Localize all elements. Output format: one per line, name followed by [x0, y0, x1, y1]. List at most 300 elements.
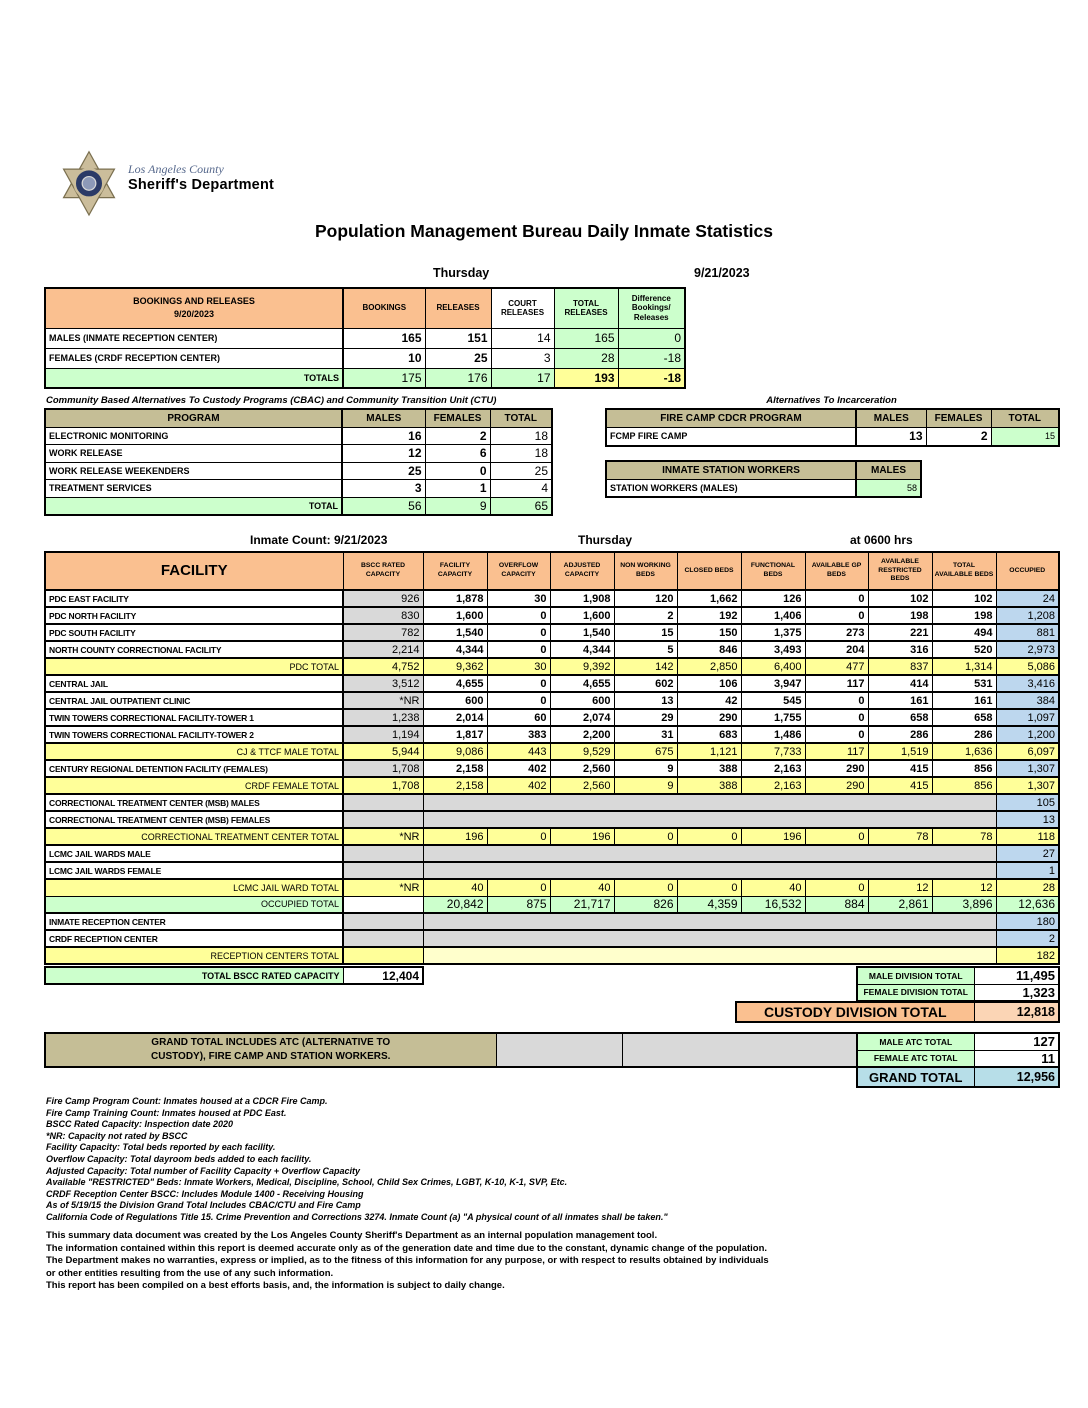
- bed-value: 2,158: [423, 760, 487, 777]
- facility-label: CRDF RECEPTION CENTER: [45, 930, 343, 947]
- facility-row: [45, 658, 1059, 675]
- footnotes: [46, 1096, 668, 1224]
- col-females: FEMALES: [425, 409, 490, 427]
- inmate-count-day: Thursday: [578, 533, 633, 547]
- grand-total-spacer-1: [496, 1033, 622, 1067]
- bookings-total-value: 193: [554, 368, 618, 388]
- subtotal-label: CORRECTIONAL TREATMENT CENTER TOTAL: [45, 828, 343, 845]
- bed-value: 221: [868, 624, 932, 641]
- bed-value: 6,400: [741, 658, 805, 675]
- bed-value: 1,486: [741, 726, 805, 743]
- occupied-value: 24: [996, 590, 1059, 607]
- cbac-totals-label: TOTAL: [45, 497, 342, 515]
- occupied-value: 13: [996, 811, 1059, 828]
- bed-value: 2,560: [550, 760, 614, 777]
- bed-value: 1,636: [932, 743, 996, 760]
- grand-total-note-line2: CUSTODY), FIRE CAMP AND STATION WORKERS.: [151, 1051, 391, 1062]
- bed-value: 1,375: [741, 624, 805, 641]
- bed-value: 40: [741, 879, 805, 896]
- cbac-program-label: ELECTRONIC MONITORING: [45, 427, 342, 445]
- cbac-males-value: 12: [342, 445, 425, 463]
- col-males: MALES: [856, 461, 921, 479]
- bed-value: 414: [868, 675, 932, 692]
- bed-value: 477: [805, 658, 868, 675]
- bscc-empty: [343, 845, 423, 862]
- bed-value: 0: [614, 879, 677, 896]
- bookings-row-label: MALES (INMATE RECEPTION CENTER): [45, 328, 343, 348]
- occupied-value: 180: [996, 913, 1059, 930]
- bed-value: 0: [487, 624, 550, 641]
- bed-value: 1,406: [741, 607, 805, 624]
- bed-value: 1,600: [423, 607, 487, 624]
- grand-total-note-line1: GRAND TOTAL INCLUDES ATC (ALTERNATIVE TO: [151, 1037, 391, 1048]
- facility-label: PDC NORTH FACILITY: [45, 607, 343, 624]
- bookings-value: 165: [554, 328, 618, 348]
- bed-value: 9,529: [550, 743, 614, 760]
- facility-row: [45, 811, 1059, 828]
- occupied-value: 1,200: [996, 726, 1059, 743]
- bed-value: 1,908: [550, 590, 614, 607]
- bed-value: 1,755: [741, 709, 805, 726]
- bookings-row-label: FEMALES (CRDF RECEPTION CENTER): [45, 348, 343, 368]
- bscc-total-label: TOTAL BSCC RATED CAPACITY: [45, 967, 343, 984]
- custody-division-total-label: CUSTODY DIVISION TOTAL: [736, 1002, 974, 1022]
- col-facility: FACILITY: [45, 552, 343, 590]
- bookings-releases-table: [44, 287, 686, 389]
- bookings-total-value: 176: [425, 368, 491, 388]
- logo-text: [128, 162, 274, 193]
- custody-division-total-value: 12,818: [974, 1002, 1059, 1022]
- bed-value: 9,392: [550, 658, 614, 675]
- bed-value: 117: [805, 743, 868, 760]
- facility-label: CENTRAL JAIL OUTPATIENT CLINIC: [45, 692, 343, 709]
- bookings-value: 10: [343, 348, 425, 368]
- col-overflow-capacity: OVERFLOW CAPACITY: [487, 552, 550, 590]
- bed-value: 286: [868, 726, 932, 743]
- occupied-value: 384: [996, 692, 1059, 709]
- cbac-header-row: [45, 409, 552, 427]
- bscc-total-row: [44, 966, 424, 985]
- facility-row: [45, 709, 1059, 726]
- bed-value: 29: [614, 709, 677, 726]
- footnote-line: BSCC Rated Capacity: Inspection date 2020: [46, 1119, 234, 1130]
- col-non-working-beds: NON WORKING BEDS: [614, 552, 677, 590]
- bed-value: 0: [487, 641, 550, 658]
- footnote-line: Fire Camp Program Count: Inmates housed at a CDCR Fire Camp.: [46, 1096, 328, 1106]
- grand-total-spacer-2: [622, 1033, 857, 1067]
- station-workers-header-row: [606, 461, 921, 479]
- facility-row: [45, 777, 1059, 794]
- col-inmate-station-workers: INMATE STATION WORKERS: [606, 461, 856, 479]
- bed-value: 0: [805, 828, 868, 845]
- bed-value: 9: [614, 760, 677, 777]
- fire-camp-females-value: 2: [926, 427, 991, 446]
- bscc-empty: [343, 947, 423, 964]
- bed-value: 204: [805, 641, 868, 658]
- bed-value: 0: [677, 879, 741, 896]
- col-available-gp-beds: AVAILABLE GP BEDS: [805, 552, 868, 590]
- bed-value: 4,344: [550, 641, 614, 658]
- agency-county: Los Angeles County: [128, 162, 224, 176]
- occupied-value: 1,208: [996, 607, 1059, 624]
- disclaimer: [46, 1230, 769, 1293]
- footnote-line: *NR: Capacity not rated by BSCC: [46, 1130, 188, 1141]
- bscc-value: 1,194: [343, 726, 423, 743]
- grand-total-value: 12,956: [974, 1067, 1059, 1087]
- occupied-value: 1,307: [996, 760, 1059, 777]
- station-workers-row: [606, 479, 921, 497]
- bookings-value: 28: [554, 348, 618, 368]
- cbac-program-label: WORK RELEASE: [45, 445, 342, 463]
- facility-row: [45, 624, 1059, 641]
- facility-label: CENTURY REGIONAL DETENTION FACILITY (FEMALES): [45, 760, 343, 777]
- facility-label: LCMC JAIL WARDS MALE: [45, 845, 343, 862]
- bed-value: 196: [550, 828, 614, 845]
- disclaimer-line: The information contained within this report is deemed accurate only as of the generation date and time due to the constant, dynamic change of the population.: [46, 1242, 768, 1254]
- cbac-totals-value: 65: [490, 497, 552, 515]
- occupied-total-label: OCCUPIED TOTAL: [45, 896, 343, 913]
- col-bscc-rated-capacity: BSCC RATED CAPACITY: [343, 552, 423, 590]
- footnote-line: Overflow Capacity: Total dayroom beds added to each facility.: [46, 1153, 312, 1164]
- bookings-value: 165: [343, 328, 425, 348]
- merged-empty: [423, 811, 996, 828]
- bed-value: 9,362: [423, 658, 487, 675]
- cbac-males-value: 25: [342, 462, 425, 480]
- bed-value: 126: [741, 590, 805, 607]
- bed-value: 161: [932, 692, 996, 709]
- bed-value: 1,540: [423, 624, 487, 641]
- col-difference: Difference Bookings/ Releases: [618, 288, 685, 328]
- bookings-value: 151: [425, 328, 491, 348]
- occupied-value: 3,416: [996, 675, 1059, 692]
- bed-value: 78: [932, 828, 996, 845]
- bed-value: 0: [677, 828, 741, 845]
- bed-value: 658: [932, 709, 996, 726]
- bed-value: 60: [487, 709, 550, 726]
- subtotal-label: CJ & TTCF MALE TOTAL: [45, 743, 343, 760]
- sheriff-logo: [58, 150, 274, 218]
- facility-table: [44, 551, 1060, 965]
- bed-value: 0: [614, 828, 677, 845]
- cbac-title: Community Based Alternatives To Custody Programs (CBAC) and Community Transition Unit (CTU): [46, 395, 497, 406]
- merged-empty: [423, 845, 996, 862]
- fire-camp-total-value: 15: [991, 427, 1059, 446]
- bed-value: 884: [805, 896, 868, 913]
- subtotal-label: CRDF FEMALE TOTAL: [45, 777, 343, 794]
- bscc-value: [343, 896, 423, 913]
- bed-value: 1,878: [423, 590, 487, 607]
- occupied-value: 5,086: [996, 658, 1059, 675]
- fire-camp-header-row: [606, 409, 1059, 427]
- bed-value: 2,163: [741, 760, 805, 777]
- bscc-total-value: 12,404: [343, 967, 423, 984]
- merged-empty: [423, 930, 996, 947]
- facility-row: [45, 692, 1059, 709]
- col-males: MALES: [342, 409, 425, 427]
- bscc-value: 782: [343, 624, 423, 641]
- bed-value: 9: [614, 777, 677, 794]
- male-division-total-label: MALE DIVISION TOTAL: [857, 967, 974, 984]
- cbac-program-label: WORK RELEASE WEEKENDERS: [45, 462, 342, 480]
- bed-value: 316: [868, 641, 932, 658]
- bed-value: 5: [614, 641, 677, 658]
- col-females: FEMALES: [926, 409, 991, 427]
- bed-value: 150: [677, 624, 741, 641]
- bed-value: 16,532: [741, 896, 805, 913]
- bed-value: 4,655: [423, 675, 487, 692]
- bed-value: 13: [614, 692, 677, 709]
- subtotal-label: RECEPTION CENTERS TOTAL: [45, 947, 343, 964]
- col-facility-capacity: FACILITY CAPACITY: [423, 552, 487, 590]
- bscc-value: 5,944: [343, 743, 423, 760]
- bed-value: 1,314: [932, 658, 996, 675]
- bscc-value: 1,238: [343, 709, 423, 726]
- bed-value: 286: [932, 726, 996, 743]
- cbac-row: [45, 462, 552, 480]
- cbac-males-value: 3: [342, 480, 425, 498]
- bed-value: 42: [677, 692, 741, 709]
- facility-row: [45, 930, 1059, 947]
- bookings-header-row: [45, 288, 685, 328]
- merged-empty: [423, 862, 996, 879]
- col-court-releases: COURT RELEASES: [491, 288, 554, 328]
- bed-value: 9,086: [423, 743, 487, 760]
- disclaimer-line: The Department makes no warranties, express or implied, as to the fitness of this information for any purpose, or with respect to results obtained by individuals: [46, 1255, 769, 1266]
- footnote-line: California Code of Regulations Title 15. Crime Prevention and Corrections 3274. Inmate Count (a) "A physical count of all inmates shall be taken.": [46, 1211, 668, 1222]
- bed-value: 1,519: [868, 743, 932, 760]
- disclaimer-line: or other entities resulting from the use of any such information.: [46, 1267, 334, 1279]
- bed-value: 102: [868, 590, 932, 607]
- bookings-value: 14: [491, 328, 554, 348]
- facility-label: TWIN TOWERS CORRECTIONAL FACILITY-TOWER 1: [45, 709, 343, 726]
- fire-camp-table: [605, 408, 1060, 447]
- facility-label: PDC SOUTH FACILITY: [45, 624, 343, 641]
- occupied-value: 2,973: [996, 641, 1059, 658]
- report-day: Thursday: [433, 266, 490, 280]
- cbac-females-value: 2: [425, 427, 490, 445]
- bed-value: 31: [614, 726, 677, 743]
- cbac-females-value: 1: [425, 480, 490, 498]
- female-division-total-value: 1,323: [974, 984, 1059, 1001]
- bed-value: 0: [805, 607, 868, 624]
- bed-value: 2,200: [550, 726, 614, 743]
- facility-row: [45, 862, 1059, 879]
- fire-camp-males-value: 13: [856, 427, 926, 446]
- bookings-totals-row: [45, 368, 685, 388]
- bed-value: 273: [805, 624, 868, 641]
- grand-total-note-block: [44, 1032, 858, 1068]
- facility-row: [45, 828, 1059, 845]
- occupied-value: 118: [996, 828, 1059, 845]
- bscc-value: 1,708: [343, 777, 423, 794]
- subtotal-label: PDC TOTAL: [45, 658, 343, 675]
- bed-value: 875: [487, 896, 550, 913]
- col-functional-beds: FUNCTIONAL BEDS: [741, 552, 805, 590]
- facility-label: INMATE RECEPTION CENTER: [45, 913, 343, 930]
- footnote-line: Fire Camp Training Count: Inmates housed at PDC East.: [46, 1107, 287, 1118]
- bookings-total-value: -18: [618, 368, 685, 388]
- bed-value: 0: [487, 692, 550, 709]
- cbac-total-value: 25: [490, 462, 552, 480]
- report-date: 9/21/2023: [694, 266, 750, 280]
- col-program: PROGRAM: [45, 409, 342, 427]
- atc-totals: [856, 1032, 1060, 1068]
- cbac-totals-value: 56: [342, 497, 425, 515]
- bed-value: 3,947: [741, 675, 805, 692]
- col-closed-beds: CLOSED BEDS: [677, 552, 741, 590]
- female-atc-total-label: FEMALE ATC TOTAL: [857, 1050, 974, 1067]
- bed-value: 600: [423, 692, 487, 709]
- bed-value: 15: [614, 624, 677, 641]
- bed-value: 196: [423, 828, 487, 845]
- merged-empty: [423, 913, 996, 930]
- division-totals: [856, 966, 1060, 1002]
- facility-label: TWIN TOWERS CORRECTIONAL FACILITY-TOWER 2: [45, 726, 343, 743]
- cbac-program-label: TREATMENT SERVICES: [45, 480, 342, 498]
- facility-row: [45, 760, 1059, 777]
- bed-value: 675: [614, 743, 677, 760]
- bed-value: 600: [550, 692, 614, 709]
- station-workers-table: [605, 460, 922, 498]
- bed-value: 2,560: [550, 777, 614, 794]
- occupied-value: 105: [996, 794, 1059, 811]
- facility-label: NORTH COUNTY CORRECTIONAL FACILITY: [45, 641, 343, 658]
- bed-value: 402: [487, 777, 550, 794]
- bed-value: 12: [868, 879, 932, 896]
- occupied-value: 1,307: [996, 777, 1059, 794]
- cbac-total-value: 18: [490, 445, 552, 463]
- bscc-value: 4,752: [343, 658, 423, 675]
- bscc-value: 2,214: [343, 641, 423, 658]
- facility-row: [45, 845, 1059, 862]
- col-fire-camp-program: FIRE CAMP CDCR PROGRAM: [606, 409, 856, 427]
- bed-value: 192: [677, 607, 741, 624]
- bscc-value: *NR: [343, 879, 423, 896]
- station-workers-value: 58: [856, 479, 921, 497]
- bscc-empty: [343, 794, 423, 811]
- ati-title: Alternatives To Incarceration: [766, 395, 897, 406]
- bed-value: 2,074: [550, 709, 614, 726]
- bed-value: 161: [868, 692, 932, 709]
- cbac-total-value: 4: [490, 480, 552, 498]
- bed-value: 0: [805, 709, 868, 726]
- bscc-value: 1,708: [343, 760, 423, 777]
- disclaimer-line: This summary data document was created by the Los Angeles County Sheriff's Department as an internal population management tool.: [46, 1230, 658, 1241]
- bookings-value: 3: [491, 348, 554, 368]
- bed-value: 142: [614, 658, 677, 675]
- bed-value: 0: [805, 590, 868, 607]
- bed-value: 1,662: [677, 590, 741, 607]
- footnote-line: Adjusted Capacity: Total number of Facility Capacity + Overflow Capacity: [46, 1165, 360, 1176]
- bscc-value: 3,512: [343, 675, 423, 692]
- facility-label: CORRECTIONAL TREATMENT CENTER (MSB) MALES: [45, 794, 343, 811]
- bed-value: 602: [614, 675, 677, 692]
- facility-row: [45, 675, 1059, 692]
- cbac-row: [45, 445, 552, 463]
- disclaimer-line: This report has been compiled on a best efforts basis, and, the information is subject to daily change.: [46, 1280, 505, 1291]
- bed-value: 0: [805, 726, 868, 743]
- bed-value: 40: [423, 879, 487, 896]
- bookings-totals-label: TOTALS: [45, 368, 343, 388]
- subtotal-label: LCMC JAIL WARD TOTAL: [45, 879, 343, 896]
- facility-row: [45, 726, 1059, 743]
- bed-value: 383: [487, 726, 550, 743]
- bed-value: 494: [932, 624, 996, 641]
- bed-value: 0: [805, 879, 868, 896]
- agency-department: Sheriff's Department: [128, 177, 275, 193]
- bed-value: 30: [487, 590, 550, 607]
- bed-value: 0: [487, 675, 550, 692]
- bscc-value: *NR: [343, 828, 423, 845]
- bscc-value: *NR: [343, 692, 423, 709]
- bed-value: 4,359: [677, 896, 741, 913]
- bed-value: 1,540: [550, 624, 614, 641]
- bookings-value: -18: [618, 348, 685, 368]
- male-division-total-value: 11,495: [974, 967, 1059, 984]
- female-atc-total-value: 11: [974, 1050, 1059, 1067]
- bed-value: 837: [868, 658, 932, 675]
- bed-value: 290: [805, 760, 868, 777]
- grand-total-row: [856, 1066, 1060, 1088]
- occupied-value: 2: [996, 930, 1059, 947]
- col-available-restricted-beds: AVAILABLE RESTRICTED BEDS: [868, 552, 932, 590]
- bed-value: 1,817: [423, 726, 487, 743]
- bed-value: 2,850: [677, 658, 741, 675]
- bed-value: 856: [932, 777, 996, 794]
- bed-value: 658: [868, 709, 932, 726]
- occupied-value: 6,097: [996, 743, 1059, 760]
- bscc-empty: [343, 930, 423, 947]
- footnote-line: CRDF Reception Center BSCC: Includes Module 1400 - Receiving Housing: [46, 1188, 364, 1199]
- footnote-line: As of 5/19/15 the Division Grand Total Includes CBAC/CTU and Fire Camp: [46, 1200, 361, 1211]
- male-atc-total-value: 127: [974, 1033, 1059, 1050]
- bed-value: 388: [677, 777, 741, 794]
- occupied-value: 881: [996, 624, 1059, 641]
- bscc-value: 926: [343, 590, 423, 607]
- bed-value: 415: [868, 760, 932, 777]
- occupied-value: 27: [996, 845, 1059, 862]
- sheriff-star-icon: [58, 150, 120, 218]
- bed-value: 290: [805, 777, 868, 794]
- fire-camp-label: FCMP FIRE CAMP: [606, 427, 856, 446]
- facility-row: [45, 879, 1059, 896]
- bed-value: 117: [805, 675, 868, 692]
- bookings-title-line1: BOOKINGS AND RELEASES: [133, 295, 255, 306]
- occupied-value: 1,097: [996, 709, 1059, 726]
- inmate-count-time: at 0600 hrs: [850, 533, 913, 547]
- footnote-line: Facility Capacity: Total beds reported by each facility.: [46, 1142, 276, 1153]
- col-total-available-beds: TOTAL AVAILABLE BEDS: [932, 552, 996, 590]
- col-adjusted-capacity: ADJUSTED CAPACITY: [550, 552, 614, 590]
- bed-value: 78: [868, 828, 932, 845]
- bscc-empty: [343, 913, 423, 930]
- bed-value: 3,896: [932, 896, 996, 913]
- male-atc-total-label: MALE ATC TOTAL: [857, 1033, 974, 1050]
- bed-value: 196: [741, 828, 805, 845]
- facility-row: [45, 794, 1059, 811]
- bed-value: 0: [487, 607, 550, 624]
- bed-value: 826: [614, 896, 677, 913]
- page-title: Population Management Bureau Daily Inmate Statistics: [314, 221, 774, 241]
- bed-value: 443: [487, 743, 550, 760]
- bed-value: 545: [741, 692, 805, 709]
- bed-value: 0: [487, 879, 550, 896]
- facility-label: CENTRAL JAIL: [45, 675, 343, 692]
- bed-value: 856: [932, 760, 996, 777]
- facility-label: PDC EAST FACILITY: [45, 590, 343, 607]
- bookings-row: [45, 348, 685, 368]
- bed-value: 683: [677, 726, 741, 743]
